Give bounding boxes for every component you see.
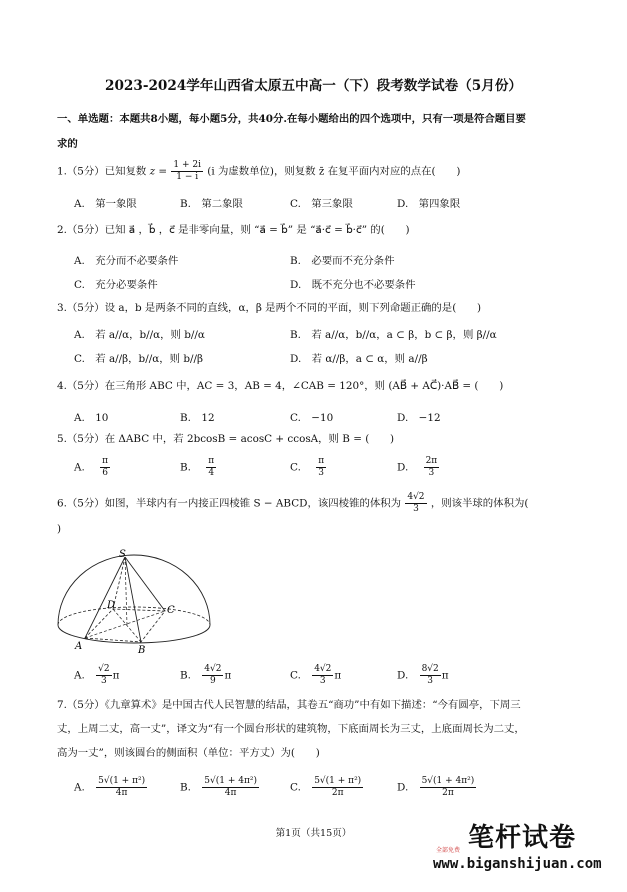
q7-option-d: D. $\frac{\text{5√(1 + 4π²)}}{2\pi}$ bbox=[397, 776, 475, 798]
q1-option-b: B. 第二象限 bbox=[180, 198, 243, 210]
q6-option-d: D. $\frac{8√2}{3}$ π bbox=[397, 664, 449, 686]
question-3: 3.（5分）设 a，b 是两条不同的直线，α，β 是两个不同的平面，则下列命题正确的是( ) bbox=[57, 302, 482, 314]
q6-option-b: B. $\frac{4√2}{9}$ π bbox=[180, 664, 232, 686]
question-1: 1.（5分）已知复数 z = $\frac{1 + 2i}{1 - i}$ (i 为虚数单位)，则复数 z̄ 在复平面内对应的点在( ) bbox=[57, 160, 461, 182]
q7-option-a: A. $\frac{\text{5√(1 + π²)}}{4\pi}$ bbox=[74, 776, 146, 798]
watermark-brand: 笔杆试卷 bbox=[468, 823, 577, 853]
question-7-line3: 高为一丈”，则该圆台的侧面积（单位：平方丈）为( ) bbox=[57, 747, 320, 759]
question-6: 6.（5分）如图，半球内有一内接正四棱锥 S − ABCD，该四棱锥的体积为 $\frac{4√2}{3}$ ，则该半球的体积为( bbox=[57, 492, 529, 514]
q5-option-b: B. $\frac{\pi}{4}$ bbox=[180, 456, 215, 478]
section-heading-line1: 一、单选题：本题共8小题，每小题5分，共40分.在每小题给出的四个选项中，只有一项是符合题目要 bbox=[57, 113, 526, 125]
q3-option-b: B. 若 a//α，b//α，a ⊂ β，b ⊂ β，则 β//α bbox=[290, 329, 497, 341]
q2-option-b: B. 必要而不充分条件 bbox=[290, 255, 395, 267]
q7-option-c: C. $\frac{\text{5√(1 + π²)}}{2\pi}$ bbox=[290, 776, 362, 798]
q2-option-c: C. 充分必要条件 bbox=[74, 279, 158, 291]
q5-option-d: D. $\frac{2\pi}{3}$ bbox=[397, 456, 438, 478]
q4-option-d: D. −12 bbox=[397, 412, 441, 424]
edge-sb bbox=[125, 557, 141, 642]
label-c: C bbox=[167, 605, 175, 616]
question-5: 5.（5分）在 ΔABC 中，若 2bcosB = acosC + ccosA，则 B = ( ) bbox=[57, 433, 395, 445]
q3-option-a: A. 若 a//α，b//α，则 b//α bbox=[74, 329, 205, 341]
edge-sa bbox=[85, 557, 125, 638]
page-footer: 第1页（共15页） bbox=[275, 828, 352, 839]
label-s: S bbox=[119, 549, 126, 560]
q6-option-a: A. $\frac{√2}{3}$ π bbox=[74, 664, 120, 686]
watermark-small: 全部免费 bbox=[436, 847, 461, 854]
section-heading-line2: 求的 bbox=[57, 138, 78, 150]
q3-option-d: D. 若 α//β，a ⊂ α，则 a//β bbox=[290, 353, 428, 365]
q4-option-a: A. 10 bbox=[74, 412, 109, 424]
label-a: A bbox=[75, 641, 83, 652]
q1-option-a: A. 第一象限 bbox=[74, 198, 137, 210]
q2-option-d: D. 既不充分也不必要条件 bbox=[290, 279, 416, 291]
q3-option-c: C. 若 a//β，b//α，则 b//β bbox=[74, 353, 203, 365]
q7-option-b: B. $\frac{\text{5√(1 + 4π²)}}{4\pi}$ bbox=[180, 776, 257, 798]
question-7-line2: 丈，上周二丈，高一丈”，译文为“有一个圆台形状的建筑物，下底面周长为三丈，上底面周长为二丈， bbox=[57, 723, 525, 735]
q4-option-c: C. −10 bbox=[290, 412, 334, 424]
q5-option-c: C. $\frac{\pi}{3}$ bbox=[290, 456, 325, 478]
q2-option-a: A. 充分而不必要条件 bbox=[74, 255, 179, 267]
question-4: 4.（5分）在三角形 ABC 中，AC = 3，AB = 4，∠CAB = 120°，则 (AB⃗ + AC⃗)·AB⃗ = ( ) bbox=[57, 380, 504, 392]
q1-option-d: D. 第四象限 bbox=[397, 198, 461, 210]
page-title: 2023-2024学年山西省太原五中高一（下）段考数学试卷（5月份） bbox=[104, 78, 523, 94]
question-2: 2.（5分）已知 a⃗ ，b⃗ ，c⃗ 是非零向量，则 “a⃗ = b⃗” 是 “a⃗·c⃗ = b⃗·c⃗” 的( ) bbox=[57, 224, 410, 236]
q4-option-b: B. 12 bbox=[180, 412, 215, 424]
diagonal-ac bbox=[85, 611, 165, 638]
label-d: D bbox=[107, 600, 116, 611]
watermark-url: www.biganshijuan.com bbox=[433, 856, 602, 872]
edge-sc bbox=[125, 557, 165, 611]
question-6-line2: ) bbox=[57, 523, 62, 535]
q1-option-c: C. 第三象限 bbox=[290, 198, 353, 210]
hemisphere-figure bbox=[55, 545, 215, 657]
question-7-line1: 7.（5分）《九章算术》是中国古代人民智慧的结晶，其卷五“商功”中有如下描述：“今有圆亭，下周三 bbox=[57, 699, 521, 711]
label-b: B bbox=[138, 645, 146, 656]
hemisphere-arc bbox=[58, 555, 210, 625]
q5-option-a: A. $\frac{\pi}{6}$ bbox=[74, 456, 109, 478]
q6-option-c: C. $\frac{4√2}{3}$ π bbox=[290, 664, 342, 686]
